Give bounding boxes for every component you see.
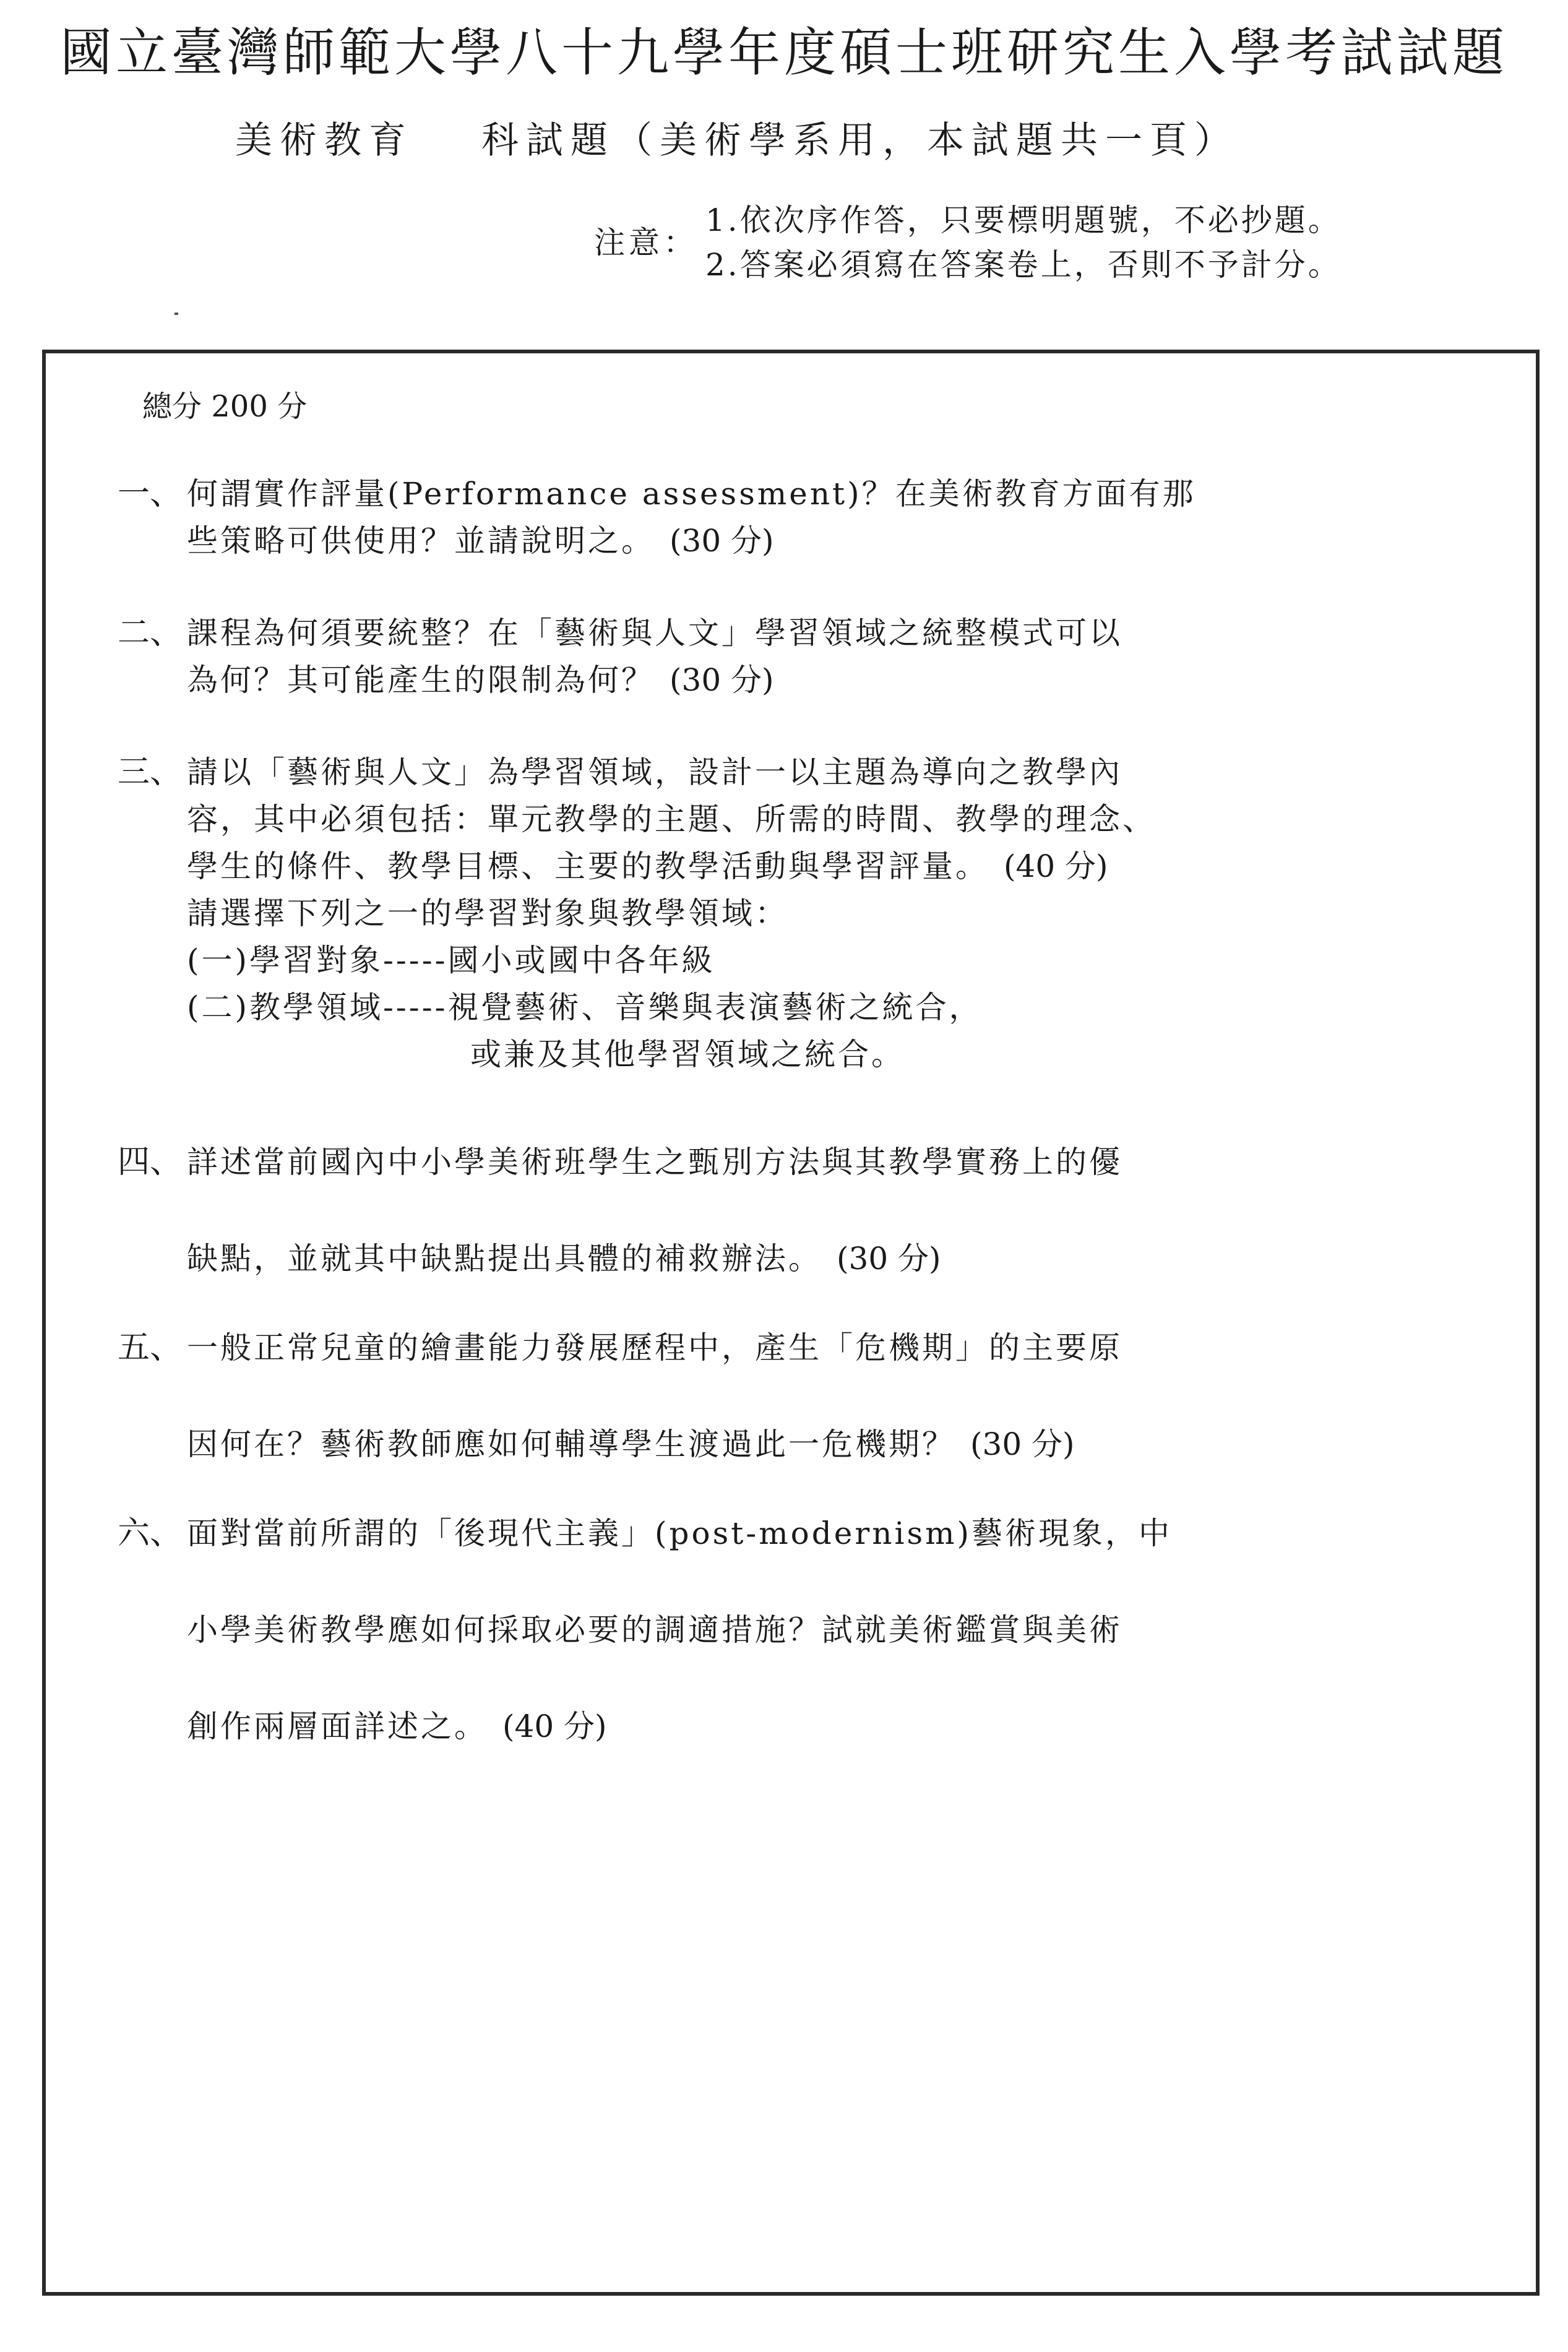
question-text-continued: 為何？其可能產生的限制為何？ (30 分) — [187, 662, 774, 698]
question-option-continued: 或兼及其他學習領域之統合。 — [470, 1036, 905, 1072]
question-option: (二)教學領域-----視覺藝術、音樂與表演藝術之統合， — [187, 989, 983, 1025]
exam-title: 國立臺灣師範大學八十九學年度碩士班研究生入學考試試題 — [59, 22, 1508, 83]
question-number: 三、 — [118, 754, 183, 791]
subtitle-detail: 科試題（美術學系用，本試題共一頁） — [481, 119, 1239, 162]
question-text-continued: 創作兩層面詳述之。 (40 分) — [187, 1708, 607, 1744]
question-4 — [118, 1114, 1122, 1307]
notice-item: 1.依次序作答，只要標明題號，不必抄題。 — [705, 202, 1342, 238]
question-text: 面對當前所謂的「後現代主義」(post-modernism)藝術現象，中 — [187, 1515, 1173, 1551]
question-score: (30 分) — [970, 1426, 1075, 1462]
question-text-continued: 小學美術教學應如何採取必要的調適措施？試就美術鑑賞與美術 — [187, 1612, 1122, 1648]
question-text: 一般正常兒童的繪畫能力發展歷程中，產生「危機期」的主要原 — [187, 1330, 1122, 1366]
question-instruction: 請選擇下列之一的學習對象與教學領域： — [187, 895, 788, 931]
exam-subtitle — [235, 113, 1239, 168]
notice-block — [594, 198, 1510, 291]
question-score: (40 分) — [502, 1708, 607, 1744]
question-number: 四、 — [118, 1144, 183, 1181]
question-1 — [118, 470, 1196, 564]
question-text: 請以「藝術與人文」為學習領域，設計一以主題為導向之教學內 — [187, 754, 1122, 790]
subject-name: 美術教育 — [235, 119, 413, 162]
question-text: 詳述當前國內中小學美術班學生之甄別方法與其教學實務上的優 — [187, 1144, 1122, 1180]
question-text-continued: 些策略可供使用？並請說明之。 (30 分) — [187, 523, 774, 559]
question-text-continued: 因何在？藝術教師應如何輔導學生渡過此一危機期？ (30 分) — [187, 1426, 1075, 1462]
scan-speck — [174, 312, 178, 315]
question-text: 課程為何須要統整？在「藝術與人文」學習領域之統整模式可以 — [187, 615, 1122, 651]
question-number: 二、 — [118, 614, 183, 652]
question-6 — [118, 1485, 1172, 1775]
question-number: 六、 — [118, 1515, 183, 1552]
question-text: 何謂實作評量(Performance assessment)？在美術教育方面有那 — [187, 476, 1196, 512]
question-number: 一、 — [118, 475, 183, 512]
question-score: (30 分) — [837, 1241, 941, 1277]
question-score: (30 分) — [670, 523, 774, 559]
question-score: (30 分) — [670, 662, 774, 698]
notice-list — [705, 198, 1342, 287]
total-score: 總分 200 分 — [142, 389, 308, 424]
question-number: 五、 — [118, 1329, 183, 1366]
question-option: (一)學習對象-----國小或國中各年級 — [187, 942, 715, 978]
question-3 — [118, 749, 1156, 1078]
question-text-continued: 缺點，並就其中缺點提出具體的補救辦法。 (30 分) — [187, 1241, 941, 1277]
question-score: (40 分) — [1004, 848, 1108, 884]
notice-label: 注意： — [594, 225, 698, 261]
question-text-continued: 學生的條件、教學目標、主要的教學活動與學習評量。 (40 分) — [187, 848, 1108, 884]
notice-item: 2.答案必須寫在答案卷上，否則不予計分。 — [705, 247, 1342, 283]
question-text-continued: 容，其中必須包括：單元教學的主題、所需的時間、教學的理念、 — [187, 801, 1156, 837]
question-2 — [118, 610, 1122, 704]
question-5 — [118, 1299, 1122, 1493]
